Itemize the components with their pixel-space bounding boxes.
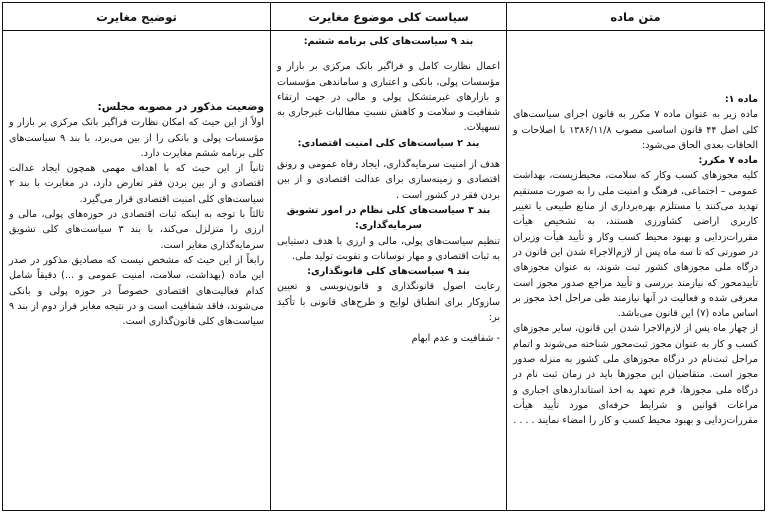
article-7-repeated-title: ماده ۷ مکرر: [698,155,758,167]
content-row [3,31,765,511]
explanation-paragraph-2: ثانیاً از این حیث که با اهداف مهمی همچون ایجاد عدالت اقتصادی و از بین بردن فقر تعارض دارد، در مغایرت با بند ۲ سیاست‌های کلی امنیت اقتصادی قرار می‌گیرد. [9,163,264,205]
explanation-cell [3,31,271,511]
article-title: ماده ۱: [724,94,758,105]
article-paragraph-1: ماده زیر به عنوان ماده ۷ مکرر به قانون اجرای سیاست‌های کلی اصل ۴۴ قانون اساسی مصوب ۱۳۸۶/۱۱/۸ با اصلاحات و الحاقات بعدی الحاق می‌شود: [513,109,759,151]
document-page [2,2,764,511]
header-article-text: متن ماده [507,3,765,31]
policy-section-3-text: تنظیم سیاست‌های پولی، مالی و ارزی با هدف دستیابی به ثبات اقتصادی و مهار نوسانات و تقویت تولید ملی. [277,235,500,262]
header-explanation: توضیح مغایرت [3,3,271,31]
header-row [3,3,765,31]
policy-section-1-text: اعمال نظارت کامل و فراگیر بانک مرکزی بر بازار و مؤسسات پولی، بانکی و اعتباری و ساماندهی مؤسسات و بازارهای غیرمتشکل پولی و مالی در جهت ارتقاء شفافیت و سلامت و کاهش نسبتِ مطالبات غیرجاری به تسهیلات. [277,61,500,134]
explanation-paragraph-4: رابعاً از این حیث که مشخص نیست که مصادیق مذکور در صدر این ماده (بهداشت، سلامت، امنیت عمومی و ...) دقیقاً شامل کدام فعالیت‌های اقتصادی خصوصاً در حوزه پولی و بانکی می‌شوند، فاقد شفافیت است و در نتیجه مغایر فراز دوم از بند ۹ سیاست‌های کلی قانون‌گذاری است. [9,254,264,328]
policy-section-2-text: هدف از امنیت سرمایه‌گذاری، ایجاد رفاه عمومی و رونق اقتصادی و زمینه‌سازی برای عدالت اقتصادی و از بین بردن فقر در کشور است . [277,159,500,201]
comparison-table [2,2,765,511]
explanation-paragraph-1: اولاً از این حیث که امکان نظارت فراگیر بانک مرکزی بر بازار و مؤسسات پولی و بانکی را از بین می‌برد، با بند ۹ سیاست‌های کلی برنامه ششم مغایرت دارد. [9,117,265,159]
policy-section-1-title: بند ۹ سیاست‌های کلی برنامه ششم: [303,36,474,47]
header-general-policy: سیاست کلی موضوع مغایرت [271,3,507,31]
article-paragraph-3: از چهار ماه پس از لازم‌الاجرا شدن این قانون، سایر مجوزهای کسب و کار به عنوان مجوز ثبت‌محور شناخته می‌شوند و اتمام مراحل ثبت‌نام در درگاه مجوزهای ملی کشور به منزله صدور مجوز است. متقاضیان این مجوزها باید در زمان ثبت نام در درگاه ملی مجوزها، فرم تعهد به اخذ استانداردهای اجباری و مراعات قوانین و شرایط حرفه‌ای مورد تأیید هیأت مقررات‌زدایی و بهبود محیط کسب و کار را امضاء نمایند . . . . [513,323,758,427]
article-paragraph-2: کلیه مجوزهای کسب وکار که سلامت، محیط‌زیست، بهداشت عمومی – اجتماعی، فرهنگ و امنیت ملی را به صورت مستقیم تهدید می‌کنند یا مستلزم بهره‌برداری از منابع طبیعی یا تغییر کاربری اراضی کشاورزی هستند، به تشخیص هیأت مقررات‌زدایی و بهبود محیط کسب وکار و تأیید هیأت وزیران در صورتی که تا سه ماه پس از لازم‌الاجراء شدن این قانون در درگاه ملی مجوزهای کشور ثبت شوند، به عنوان مجوزهای تأییدمحور که نیازمند بررسی و تأیید مراجع صدور مجوز است معرفی شده و فعالیت در آنها نیازمند طی مراحل اخذ مجوز بر اساس ماده (۷) این قانون می‌باشد. [513,170,758,320]
explanation-paragraph-3: ثالثاً با توجه به اینکه ثبات اقتصادی در حوزه‌های پولی، مالی و ارزی را متزلزل می‌کند، با بند ۳ سیاست‌های کلی تشویق سرمایه‌گذاری مغایر است. [9,209,264,251]
policy-section-2-title: بند ۲ سیاست‌های کلی امنیت اقتصادی: [297,137,480,149]
policy-section-4-text: رعایت اصول قانونگذاری و قانون‌نویسی و تعیین سازوکار برای انطباق لوایح و طرح‌های قانونی با تأکید بر: [277,281,500,324]
article-text-cell [507,31,765,511]
policy-section-4-item: - شفافیت و عدم ابهام [411,333,500,345]
explanation-title: وضعیت مذکور در مصوبه مجلس: [97,101,264,113]
policy-cell [271,31,507,511]
policy-section-4-title: بند ۹ سیاست‌های کلی قانونگذاری: [307,266,470,278]
policy-section-3-title: بند ۳ سیاست‌های کلی نظام در امور تشویق سرمایه‌گذاری: [286,204,491,232]
